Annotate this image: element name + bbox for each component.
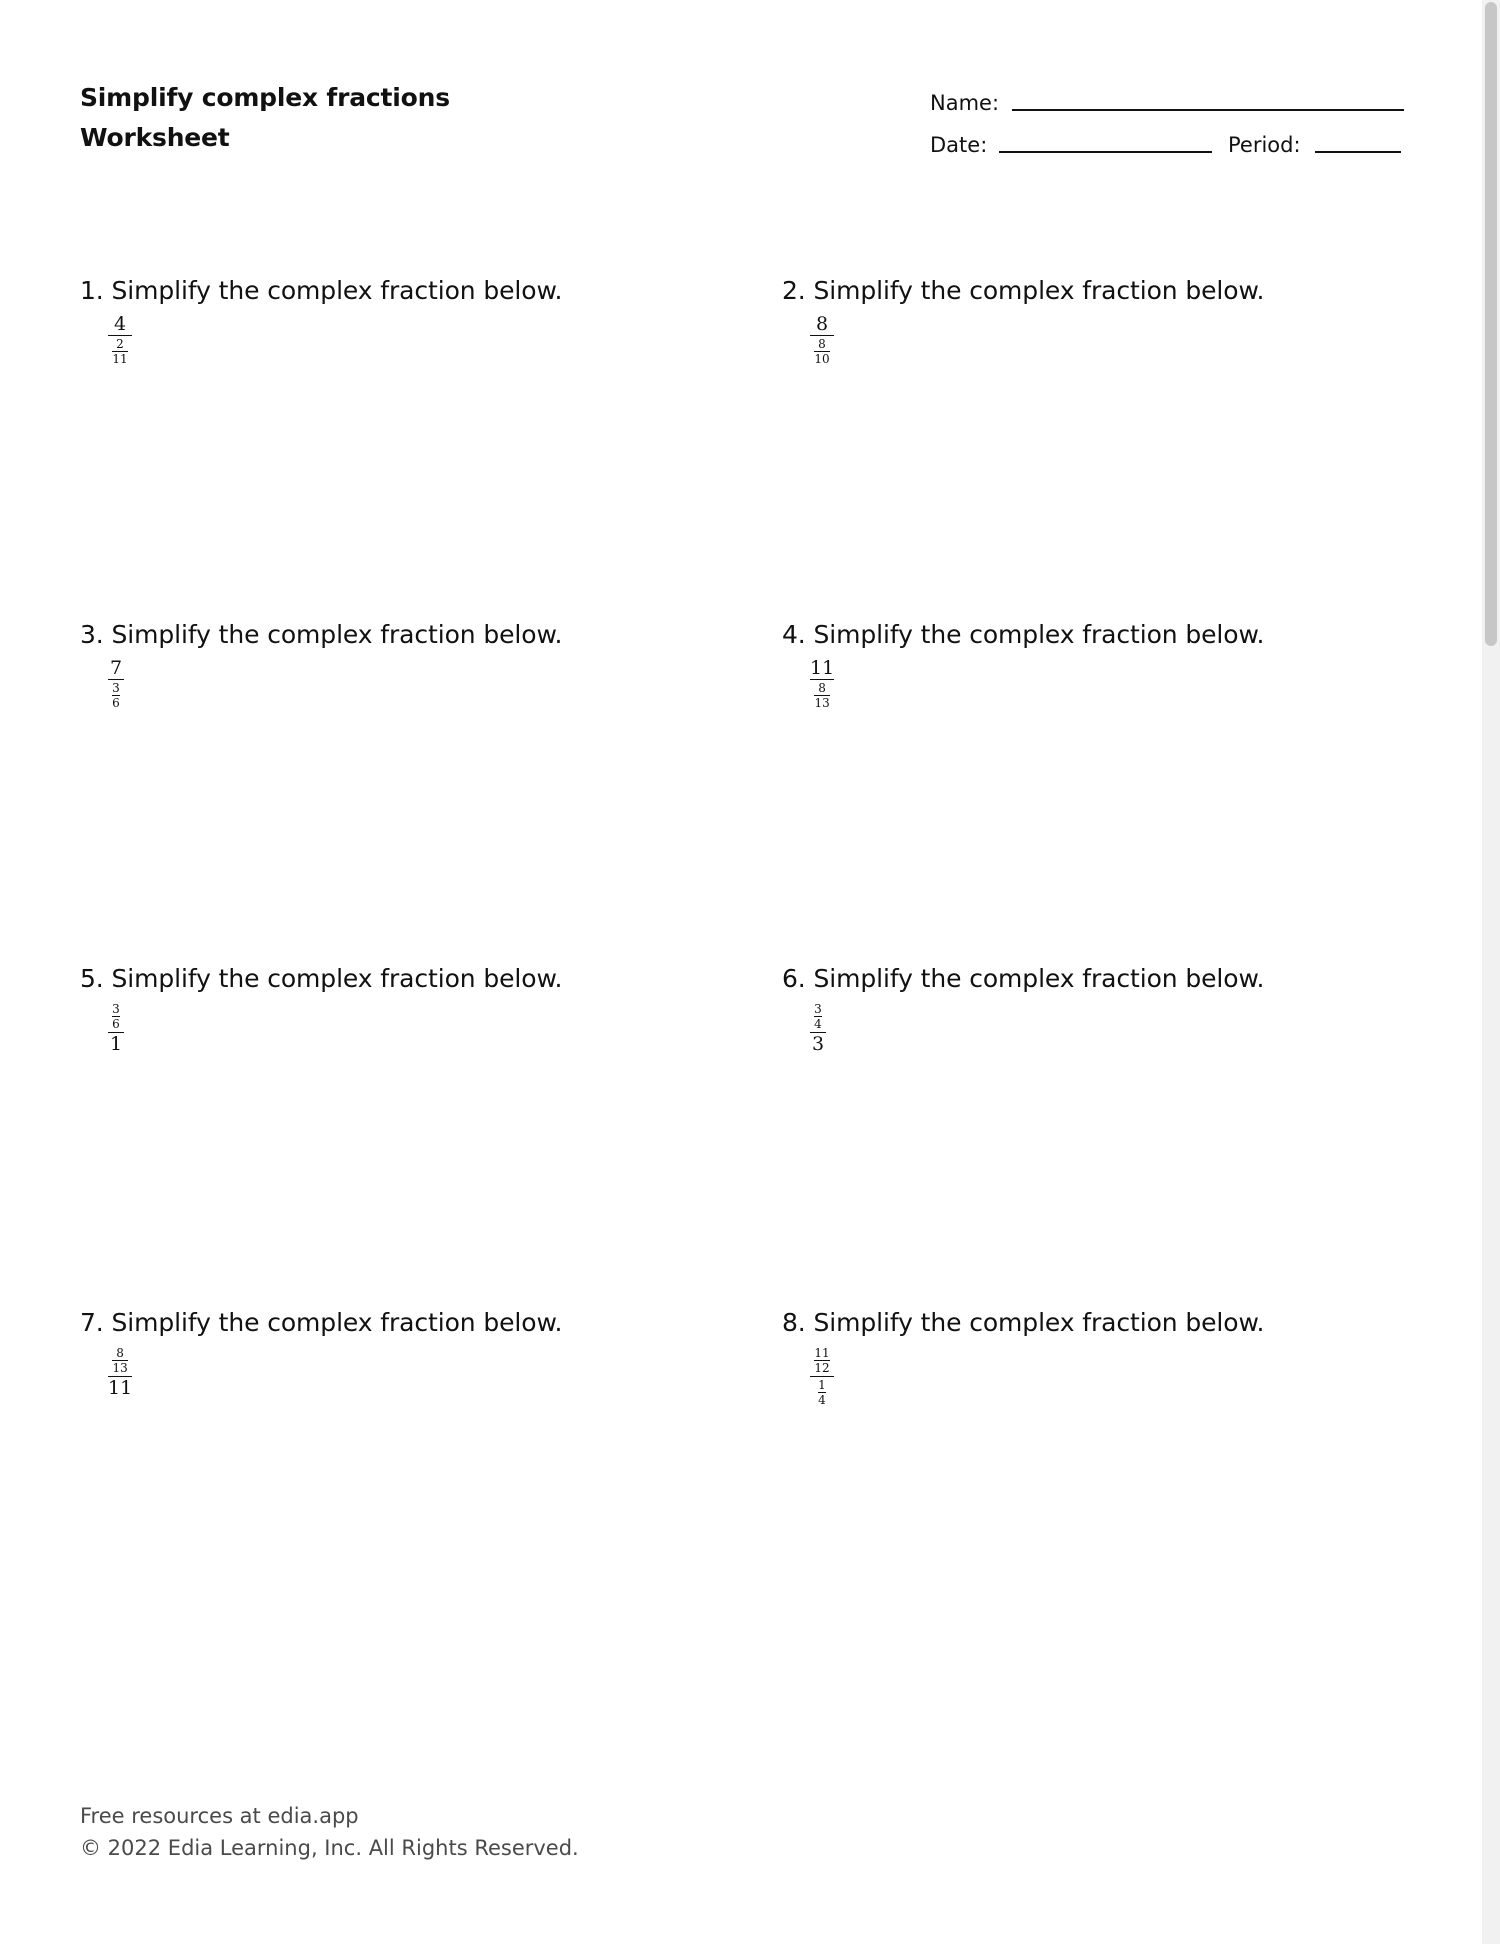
fraction-denominator (814, 682, 829, 709)
period-label: Period: (1228, 133, 1301, 157)
inner-denominator: 11 (112, 352, 128, 366)
inner-denominator: 6 (112, 1017, 120, 1031)
main-fraction-bar (810, 335, 834, 336)
problem-2 (782, 275, 1422, 366)
name-blank-line[interactable] (1012, 109, 1404, 111)
inner-denominator: 6 (112, 696, 120, 710)
problem-4 (782, 619, 1422, 710)
inner-numerator: 8 (818, 337, 826, 351)
problem-8-complex-fraction (810, 1347, 834, 1406)
inner-denominator: 13 (112, 1361, 128, 1375)
fraction-denominator: 1 (109, 1033, 123, 1055)
inner-numerator: 3 (112, 681, 120, 695)
fraction-denominator (814, 338, 829, 365)
fraction-numerator (112, 1347, 127, 1374)
problem-5 (80, 963, 720, 1055)
period-blank-line[interactable] (1315, 151, 1401, 153)
inner-denominator: 13 (814, 696, 830, 710)
problem-8-prompt: 8. Simplify the complex fraction below. (782, 1308, 1265, 1337)
problem-1-prompt: 1. Simplify the complex fraction below. (80, 276, 563, 305)
inner-denominator: 10 (814, 352, 830, 366)
fraction-denominator (112, 338, 127, 365)
problem-6-prompt: 6. Simplify the complex fraction below. (782, 964, 1265, 993)
fraction-numerator: 8 (815, 313, 829, 335)
problem-8 (782, 1307, 1422, 1407)
main-fraction-bar (108, 679, 124, 680)
problem-3-complex-fraction (108, 659, 124, 709)
fraction-numerator: 4 (113, 313, 127, 335)
problem-4-prompt: 4. Simplify the complex fraction below. (782, 620, 1265, 649)
fraction-numerator: 7 (109, 657, 123, 679)
footer-copyright-text: © 2022 Edia Learning, Inc. All Rights Reserved. (80, 1836, 579, 1860)
problem-4-complex-fraction (810, 659, 834, 709)
fraction-numerator (112, 1003, 120, 1030)
fraction-denominator: 11 (108, 1377, 133, 1399)
problem-2-prompt: 2. Simplify the complex fraction below. (782, 276, 1265, 305)
problem-1-complex-fraction (108, 315, 132, 365)
title-line-2: Worksheet (80, 123, 230, 152)
inner-numerator: 11 (814, 1346, 830, 1360)
problem-7-prompt: 7. Simplify the complex fraction below. (80, 1308, 563, 1337)
fraction-denominator: 3 (811, 1033, 825, 1055)
name-label: Name: (930, 91, 1000, 115)
fraction-numerator (814, 1003, 822, 1030)
scrollbar-thumb[interactable] (1485, 2, 1497, 646)
inner-numerator: 3 (112, 1002, 120, 1016)
problem-2-complex-fraction (810, 315, 834, 365)
inner-denominator: 4 (818, 1393, 826, 1407)
fraction-denominator (112, 682, 120, 709)
problem-6-complex-fraction (810, 1003, 826, 1053)
footer (80, 1800, 579, 1864)
worksheet-title (80, 78, 450, 158)
fraction-numerator (814, 1347, 829, 1374)
vertical-scrollbar[interactable] (1482, 0, 1500, 1944)
inner-denominator: 12 (814, 1361, 830, 1375)
problem-3-prompt: 3. Simplify the complex fraction below. (80, 620, 563, 649)
problem-6 (782, 963, 1422, 1055)
main-fraction-bar (108, 335, 132, 336)
problem-5-prompt: 5. Simplify the complex fraction below. (80, 964, 563, 993)
problem-5-complex-fraction (108, 1003, 124, 1053)
problem-7-complex-fraction (108, 1347, 132, 1397)
inner-numerator: 2 (116, 337, 124, 351)
main-fraction-bar (810, 1376, 834, 1377)
fraction-denominator (818, 1379, 826, 1406)
inner-numerator: 1 (818, 1378, 826, 1392)
main-fraction-bar (810, 679, 834, 680)
title-line-1: Simplify complex fractions (80, 83, 450, 112)
inner-numerator: 8 (116, 1346, 124, 1360)
fraction-numerator: 11 (810, 657, 835, 679)
problem-3 (80, 619, 720, 710)
date-label: Date: (930, 133, 988, 157)
footer-resources-text: Free resources at edia.app (80, 1804, 359, 1828)
inner-numerator: 8 (818, 681, 826, 695)
inner-denominator: 4 (814, 1017, 822, 1031)
problem-7 (80, 1307, 720, 1399)
inner-numerator: 3 (814, 1002, 822, 1016)
problem-1 (80, 275, 720, 366)
date-blank-line[interactable] (999, 151, 1212, 153)
